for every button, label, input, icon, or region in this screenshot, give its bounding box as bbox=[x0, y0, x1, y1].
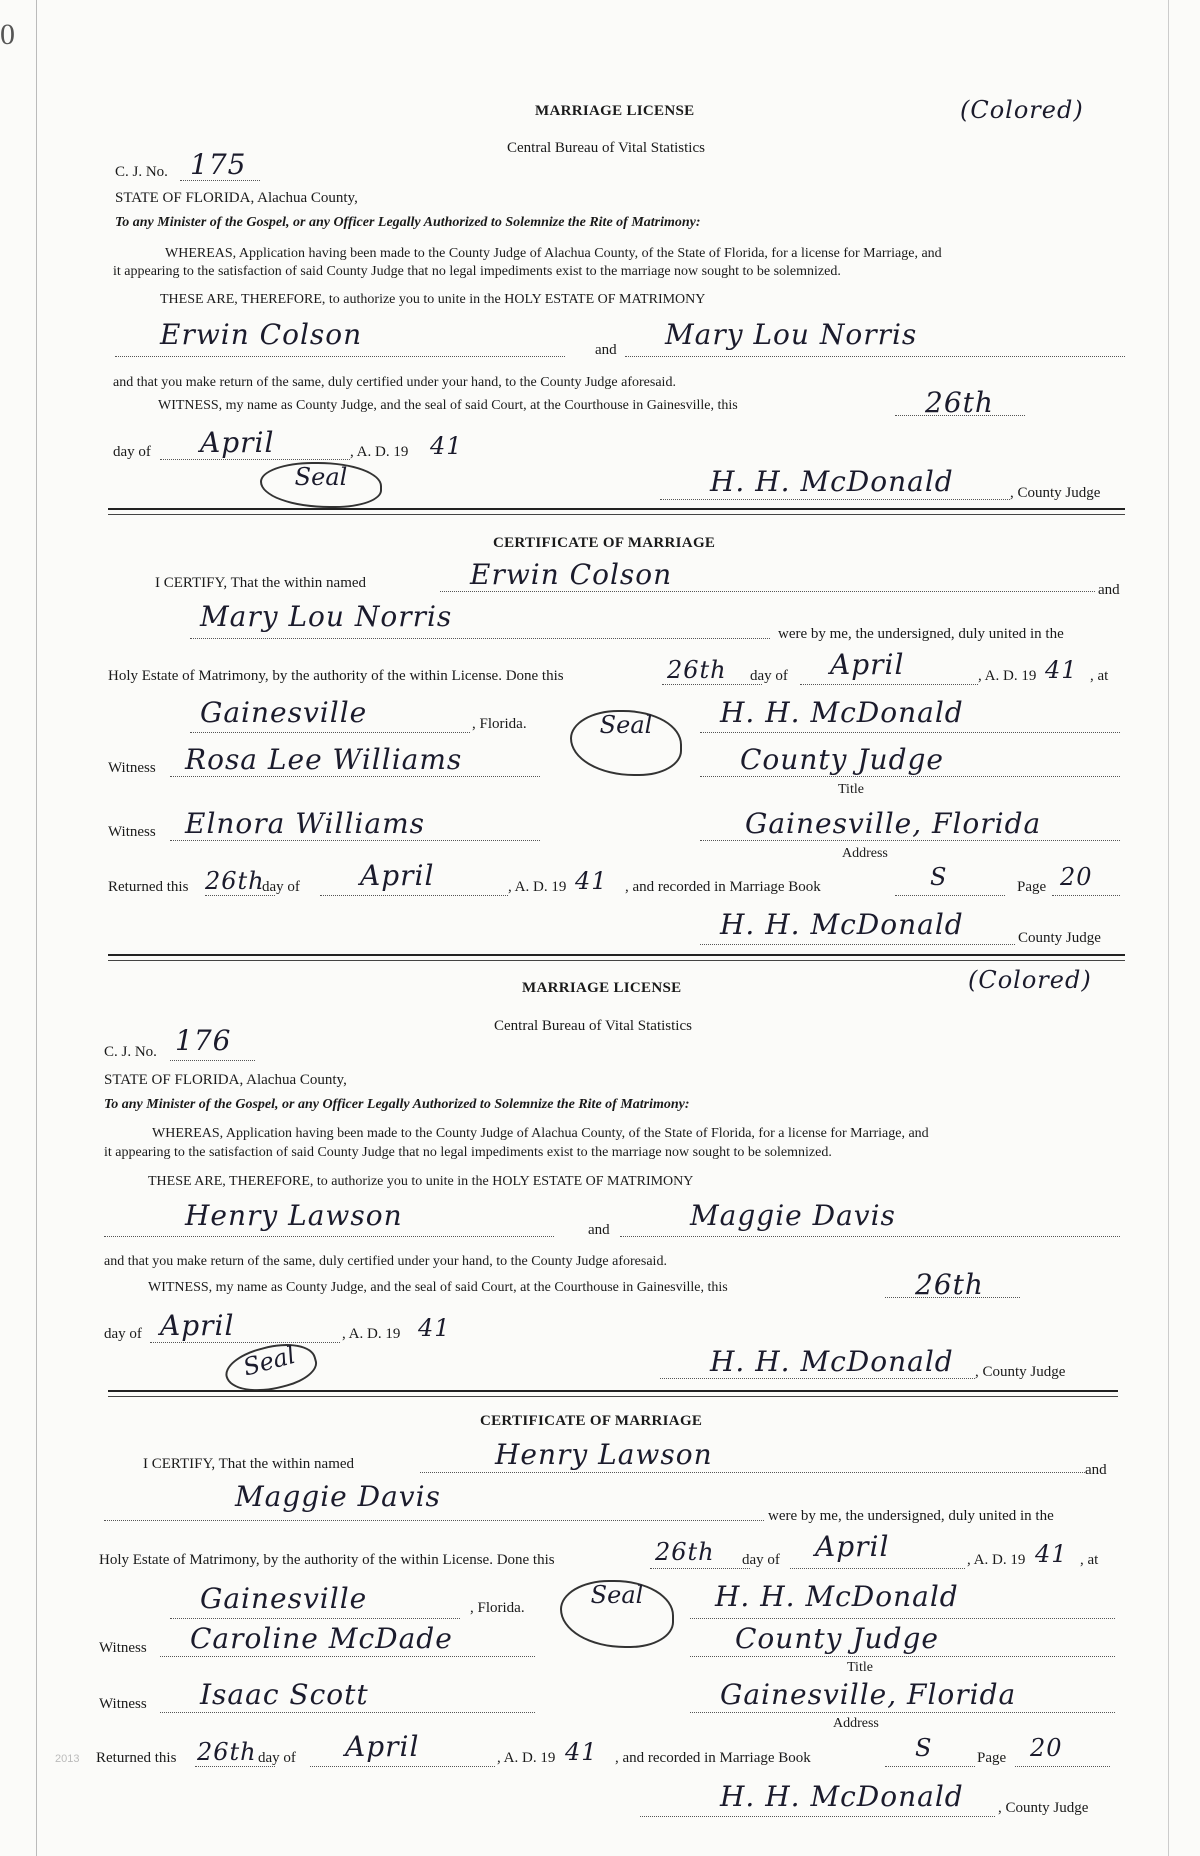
license-title: MARRIAGE LICENSE bbox=[535, 103, 695, 119]
license-title: MARRIAGE LICENSE bbox=[522, 980, 682, 996]
witness-line: WITNESS, my name as County Judge, and the seal of said Court, at the Courthouse in Gainesville, this bbox=[148, 1280, 728, 1295]
day-of-label: day of bbox=[113, 444, 151, 460]
seal-stamp: Seal bbox=[221, 1335, 321, 1401]
month: April bbox=[200, 426, 275, 459]
book-dots bbox=[885, 1766, 975, 1767]
done-month-dots bbox=[790, 1568, 965, 1569]
recorder-dots bbox=[700, 944, 1015, 945]
place-dots bbox=[170, 1618, 460, 1619]
return-line: and that you make return of the same, duly certified under your hand, to the County Judge aforesaid. bbox=[104, 1254, 667, 1269]
done-year: 41 bbox=[1035, 1540, 1068, 1568]
day-of-short: day of bbox=[742, 1552, 780, 1568]
cert-groom-dots bbox=[420, 1472, 1085, 1473]
returned-year: 41 bbox=[575, 867, 608, 895]
cj-label: C. J. No. bbox=[115, 164, 168, 180]
witness1: Rosa Lee Williams bbox=[185, 743, 463, 776]
book: S bbox=[915, 1734, 933, 1762]
place: Gainesville bbox=[200, 1582, 368, 1615]
witness1: Caroline McDade bbox=[190, 1622, 453, 1655]
seal-stamp: Seal bbox=[260, 462, 382, 508]
cert-bride-dots bbox=[190, 638, 770, 639]
groom-name: Erwin Colson bbox=[160, 318, 363, 351]
year: 41 bbox=[430, 432, 463, 460]
judge-signature: H. H. McDonald bbox=[710, 465, 954, 498]
returned-month-dots bbox=[310, 1766, 495, 1767]
holy-estate-label: Holy Estate of Matrimony, by the authority of the within License. Done this bbox=[108, 668, 564, 684]
bride-name: Mary Lou Norris bbox=[665, 318, 918, 351]
colored-annotation: (Colored) bbox=[968, 966, 1092, 994]
officiant-dots bbox=[690, 1618, 1115, 1619]
witness-day: 26th bbox=[925, 386, 994, 419]
returned-day-of: day of bbox=[258, 1750, 296, 1766]
place-dots bbox=[190, 732, 470, 733]
page-no: 20 bbox=[1060, 863, 1093, 891]
page-label: Page bbox=[1017, 879, 1047, 895]
ad-cert-label: , A. D. 19 bbox=[978, 668, 1037, 684]
title-dots bbox=[690, 1656, 1115, 1657]
bureau-line: Central Bureau of Vital Statistics bbox=[494, 1018, 692, 1034]
officiant: H. H. McDonald bbox=[715, 1580, 959, 1613]
whereas-line-2: it appearing to the satisfaction of said County Judge that no legal impediments exist to the marriage now sought to be solemnized. bbox=[104, 1145, 832, 1160]
recorded-label: , and recorded in Marriage Book bbox=[625, 879, 821, 895]
cert-and: and bbox=[1098, 582, 1120, 598]
groom-dots bbox=[115, 356, 565, 357]
whereas-line-2: it appearing to the satisfaction of said County Judge that no legal impediments exist to the marriage now sought to be solemnized. bbox=[113, 264, 841, 279]
florida-label: , Florida. bbox=[472, 716, 527, 732]
witness-day: 26th bbox=[915, 1268, 984, 1301]
officiant-address: Gainesville, Florida bbox=[745, 807, 1042, 840]
cert-bride: Mary Lou Norris bbox=[200, 600, 453, 633]
cert-seal-stamp: Seal bbox=[560, 1580, 674, 1648]
returned-year: 41 bbox=[565, 1738, 598, 1766]
cert-bride: Maggie Davis bbox=[235, 1480, 441, 1513]
book: S bbox=[930, 863, 948, 891]
done-day: 26th bbox=[667, 656, 727, 684]
title-label: Title bbox=[838, 782, 864, 797]
and-label: and bbox=[588, 1222, 610, 1238]
returned-day: 26th bbox=[205, 867, 265, 895]
cert-groom: Erwin Colson bbox=[470, 558, 673, 591]
officiant-title: County Judge bbox=[735, 1622, 939, 1655]
united-label: were by me, the undersigned, duly united in the bbox=[778, 626, 1064, 642]
section-rule-thin bbox=[108, 1396, 1118, 1397]
title-label: Title bbox=[847, 1660, 873, 1675]
cert-and: and bbox=[1085, 1462, 1107, 1478]
done-year: 41 bbox=[1045, 656, 1078, 684]
month-dots bbox=[160, 459, 350, 460]
witness1-label: Witness bbox=[99, 1640, 147, 1656]
done-day-dots bbox=[650, 1568, 750, 1569]
witness1-dots bbox=[160, 1656, 535, 1657]
page-edge-left bbox=[36, 0, 37, 1856]
bride-dots bbox=[625, 356, 1125, 357]
section-rule bbox=[108, 508, 1125, 510]
watermark: 2013 bbox=[55, 1753, 80, 1765]
title-dots bbox=[700, 776, 1120, 777]
cj-label: C. J. No. bbox=[104, 1044, 157, 1060]
witness2: Isaac Scott bbox=[200, 1678, 369, 1711]
bride-dots bbox=[620, 1236, 1120, 1237]
address-dots bbox=[690, 1712, 1115, 1713]
witness1-dots bbox=[170, 776, 540, 777]
month-dots bbox=[150, 1342, 340, 1343]
returned-month: April bbox=[345, 1730, 420, 1763]
recorder-dots bbox=[640, 1816, 995, 1817]
cert-groom: Henry Lawson bbox=[495, 1438, 713, 1471]
at-label: , at bbox=[1090, 668, 1109, 684]
these-are-line: THESE ARE, THEREFORE, to authorize you to unite in the HOLY ESTATE OF MATRIMONY bbox=[160, 292, 706, 307]
county-judge-label: , County Judge bbox=[975, 1364, 1066, 1380]
officiant-dots bbox=[700, 732, 1120, 733]
section-rule-thin bbox=[108, 514, 1125, 515]
certify-label: I CERTIFY, That the within named bbox=[143, 1456, 355, 1472]
recorder-signature: H. H. McDonald bbox=[720, 1780, 964, 1813]
day-of-label: day of bbox=[104, 1326, 142, 1342]
witness2-dots bbox=[160, 1712, 535, 1713]
to-any-line: To any Minister of the Gospel, or any Officer Legally Authorized to Solemnize the Rite of Matrimony: bbox=[104, 1097, 690, 1112]
cj-number: 176 bbox=[175, 1024, 232, 1057]
witness2-label: Witness bbox=[108, 824, 156, 840]
page-label: Page bbox=[977, 1750, 1007, 1766]
witness2-label: Witness bbox=[99, 1696, 147, 1712]
groom-dots bbox=[104, 1236, 554, 1237]
whereas-line-1: WHEREAS, Application having been made to the County Judge of Alachua County, of the State of Florida, for a license for Marriage, and bbox=[165, 246, 942, 261]
cj-number: 175 bbox=[190, 148, 247, 181]
officiant: H. H. McDonald bbox=[720, 696, 964, 729]
recorded-label: , and recorded in Marriage Book bbox=[615, 1750, 811, 1766]
holy-estate-label: Holy Estate of Matrimony, by the authority of the within License. Done this bbox=[99, 1552, 555, 1568]
ad-label: , A. D. 19 bbox=[342, 1326, 401, 1342]
address-label: Address bbox=[842, 846, 888, 861]
recorder-signature: H. H. McDonald bbox=[720, 908, 964, 941]
these-are-line: THESE ARE, THEREFORE, to authorize you to unite in the HOLY ESTATE OF MATRIMONY bbox=[148, 1174, 694, 1189]
margin-mark: 0 bbox=[0, 18, 15, 51]
officiant-address: Gainesville, Florida bbox=[720, 1678, 1017, 1711]
certify-label: I CERTIFY, That the within named bbox=[155, 575, 367, 591]
cert-groom-dots bbox=[440, 591, 1095, 592]
page-dots bbox=[1015, 1766, 1110, 1767]
bride-name: Maggie Davis bbox=[690, 1199, 896, 1232]
returned-ad: , A. D. 19 bbox=[497, 1750, 556, 1766]
colored-annotation: (Colored) bbox=[960, 96, 1084, 124]
county-judge-label: , County Judge bbox=[1010, 485, 1101, 501]
returned-label: Returned this bbox=[96, 1750, 177, 1766]
return-line: and that you make return of the same, duly certified under your hand, to the County Judge aforesaid. bbox=[113, 375, 676, 390]
judge-dots bbox=[660, 499, 1010, 500]
returned-month-dots bbox=[320, 895, 508, 896]
record-divider bbox=[108, 954, 1125, 956]
section-rule bbox=[108, 1390, 1118, 1392]
witness2: Elnora Williams bbox=[185, 807, 425, 840]
judge-dots bbox=[660, 1378, 975, 1379]
florida-label: , Florida. bbox=[470, 1600, 525, 1616]
returned-ad: , A. D. 19 bbox=[508, 879, 567, 895]
state-line: STATE OF FLORIDA, Alachua County, bbox=[104, 1072, 347, 1088]
record-divider-thin bbox=[108, 960, 1125, 961]
page-no: 20 bbox=[1030, 1734, 1063, 1762]
returned-month: April bbox=[360, 859, 435, 892]
bureau-line: Central Bureau of Vital Statistics bbox=[507, 140, 705, 156]
page-dots bbox=[1052, 895, 1120, 896]
to-any-line: To any Minister of the Gospel, or any Officer Legally Authorized to Solemnize the Rite of Matrimony: bbox=[115, 215, 701, 230]
recorder-county-judge: , County Judge bbox=[998, 1800, 1089, 1816]
whereas-line-1: WHEREAS, Application having been made to the County Judge of Alachua County, of the State of Florida, for a license for Marriage, and bbox=[152, 1126, 929, 1141]
united-label: were by me, the undersigned, duly united in the bbox=[768, 1508, 1054, 1524]
witness-line: WITNESS, my name as County Judge, and the seal of said Court, at the Courthouse in Gainesville, this bbox=[158, 398, 738, 413]
returned-label: Returned this bbox=[108, 879, 189, 895]
address-label: Address bbox=[833, 1716, 879, 1731]
witness1-label: Witness bbox=[108, 760, 156, 776]
groom-name: Henry Lawson bbox=[185, 1199, 403, 1232]
cert-seal-stamp: Seal bbox=[570, 710, 682, 776]
and-label: and bbox=[595, 342, 617, 358]
judge-signature: H. H. McDonald bbox=[710, 1345, 954, 1378]
done-month: April bbox=[815, 1530, 890, 1563]
ad-label: , A. D. 19 bbox=[350, 444, 409, 460]
place: Gainesville bbox=[200, 696, 368, 729]
recorder-county-judge: County Judge bbox=[1018, 930, 1101, 946]
cj-dots bbox=[170, 1060, 255, 1061]
address-dots bbox=[700, 840, 1120, 841]
officiant-title: County Judge bbox=[740, 743, 944, 776]
page-edge-right bbox=[1168, 0, 1169, 1856]
done-month-dots bbox=[800, 684, 978, 685]
cert-title: CERTIFICATE OF MARRIAGE bbox=[480, 1413, 703, 1429]
state-line: STATE OF FLORIDA, Alachua County, bbox=[115, 190, 358, 206]
done-day-dots bbox=[662, 684, 762, 685]
day-of-short: day of bbox=[750, 668, 788, 684]
returned-day: 26th bbox=[197, 1738, 257, 1766]
cert-bride-dots bbox=[104, 1520, 764, 1521]
done-month: April bbox=[830, 648, 905, 681]
book-dots bbox=[895, 895, 1005, 896]
at-label: , at bbox=[1080, 1552, 1099, 1568]
witness2-dots bbox=[170, 840, 540, 841]
cert-title: CERTIFICATE OF MARRIAGE bbox=[493, 535, 716, 551]
month: April bbox=[160, 1309, 235, 1342]
year: 41 bbox=[418, 1314, 451, 1342]
returned-day-of: day of bbox=[262, 879, 300, 895]
ad-cert-label: , A. D. 19 bbox=[967, 1552, 1026, 1568]
done-day: 26th bbox=[655, 1538, 715, 1566]
